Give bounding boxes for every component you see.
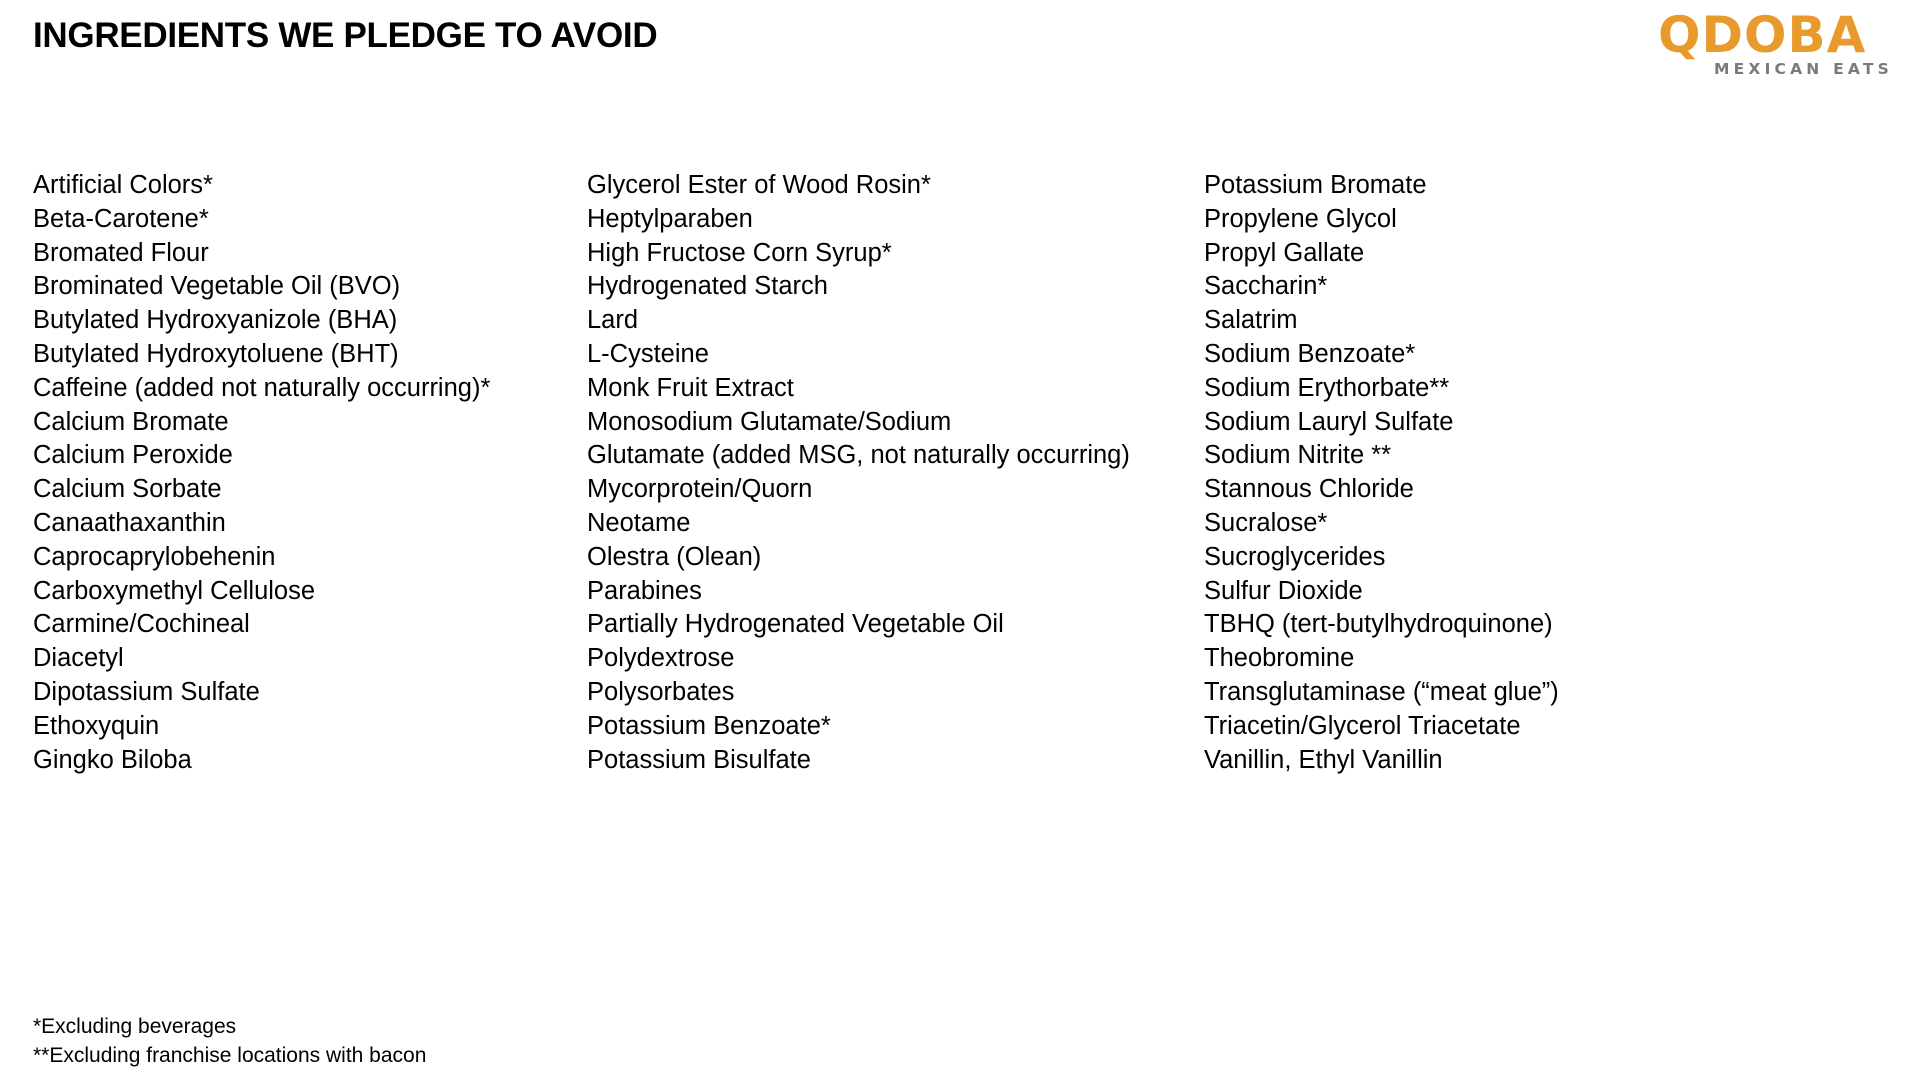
ingredient-item: Sucroglycerides — [1204, 542, 1386, 571]
ingredient-item: Sulfur Dioxide — [1204, 576, 1363, 605]
ingredient-item: Partially Hydrogenated Vegetable Oil — [587, 610, 1004, 639]
ingredient-item: TBHQ (tert-butylhydroquinone) — [1204, 610, 1553, 639]
ingredient-item: Canaathaxanthin — [33, 508, 226, 537]
ingredient-item: Polysorbates — [587, 677, 735, 706]
ingredient-item: Butylated Hydroxyanizole (BHA) — [33, 306, 398, 335]
ingredient-item: Heptylparaben — [587, 204, 753, 233]
ingredient-item: Dipotassium Sulfate — [33, 677, 260, 706]
ingredient-item: Olestra (Olean) — [587, 542, 762, 571]
ingredient-item: Vanillin, Ethyl Vanillin — [1204, 745, 1443, 774]
ingredient-item: Potassium Bromate — [1204, 171, 1427, 199]
ingredient-item: Bromated Flour — [33, 238, 209, 267]
footnotes — [33, 1012, 426, 1070]
ingredient-column-2 — [587, 169, 1130, 777]
ingredient-item: Calcium Bromate — [33, 407, 229, 436]
ingredient-item: Monosodium Glutamate/Sodium — [587, 407, 952, 436]
ingredient-item: Sodium Benzoate* — [1204, 339, 1416, 368]
ingredient-item: Polydextrose — [587, 644, 735, 673]
ingredient-item: L-Cysteine — [587, 339, 709, 368]
ingredient-item: Mycorprotein/Quorn — [587, 475, 813, 504]
ingredient-item: Caffeine (added not naturally occurring)* — [33, 373, 491, 402]
ingredient-item: Carboxymethyl Cellulose — [33, 576, 316, 605]
ingredient-item: Propylene Glycol — [1204, 204, 1397, 233]
ingredient-column-3 — [1204, 169, 1559, 777]
ingredient-item: Monk Fruit Extract — [587, 373, 794, 402]
qdoba-logo — [1658, 6, 1908, 84]
ingredient-item: Caprocaprylobehenin — [33, 542, 276, 571]
logo-tagline: MEXICAN EATS — [1714, 60, 1893, 78]
ingredient-item: Propyl Gallate — [1204, 238, 1365, 267]
ingredient-item: High Fructose Corn Syrup* — [587, 238, 892, 267]
ingredient-column-1 — [33, 169, 490, 777]
ingredient-item: Carmine/Cochineal — [33, 610, 250, 639]
ingredient-item: Theobromine — [1204, 644, 1355, 673]
ingredient-item: Diacetyl — [33, 644, 124, 673]
ingredient-item: Calcium Peroxide — [33, 441, 233, 470]
ingredient-item: Butylated Hydroxytoluene (BHT) — [33, 339, 399, 368]
ingredient-item: Hydrogenated Starch — [587, 272, 828, 301]
ingredient-item: Gingko Biloba — [33, 745, 192, 774]
ingredient-item: Glycerol Ester of Wood Rosin* — [587, 171, 931, 199]
ingredient-item: Triacetin/Glycerol Triacetate — [1204, 711, 1521, 740]
ingredient-item: Sucralose* — [1204, 508, 1328, 537]
ingredient-item: Sodium Nitrite ** — [1204, 441, 1392, 470]
footnote: *Excluding beverages — [33, 1015, 237, 1038]
ingredient-item: Salatrim — [1204, 306, 1298, 335]
ingredient-item: Transglutaminase (“meat glue”) — [1204, 677, 1559, 706]
ingredient-item: Brominated Vegetable Oil (BVO) — [33, 272, 401, 301]
ingredient-item: Potassium Bisulfate — [587, 745, 811, 774]
footnote: **Excluding franchise locations with bacon — [33, 1044, 427, 1067]
ingredient-item: Lard — [587, 306, 639, 335]
ingredient-item: Glutamate (added MSG, not naturally occurring) — [587, 441, 1130, 470]
ingredient-item: Sodium Erythorbate** — [1204, 373, 1450, 402]
ingredient-item: Stannous Chloride — [1204, 475, 1414, 504]
ingredient-item: Calcium Sorbate — [33, 475, 222, 504]
ingredient-item: Potassium Benzoate* — [587, 711, 831, 740]
logo-wordmark: QDOBA — [1658, 6, 1867, 64]
ingredient-item: Ethoxyquin — [33, 711, 160, 740]
ingredient-item: Artificial Colors* — [33, 171, 213, 199]
ingredient-item: Neotame — [587, 508, 691, 537]
ingredient-item: Parabines — [587, 576, 702, 605]
ingredient-item: Saccharin* — [1204, 272, 1328, 301]
page-title: INGREDIENTS WE PLEDGE TO AVOID — [33, 16, 658, 55]
ingredient-item: Sodium Lauryl Sulfate — [1204, 407, 1454, 436]
ingredient-item: Beta-Carotene* — [33, 204, 209, 233]
